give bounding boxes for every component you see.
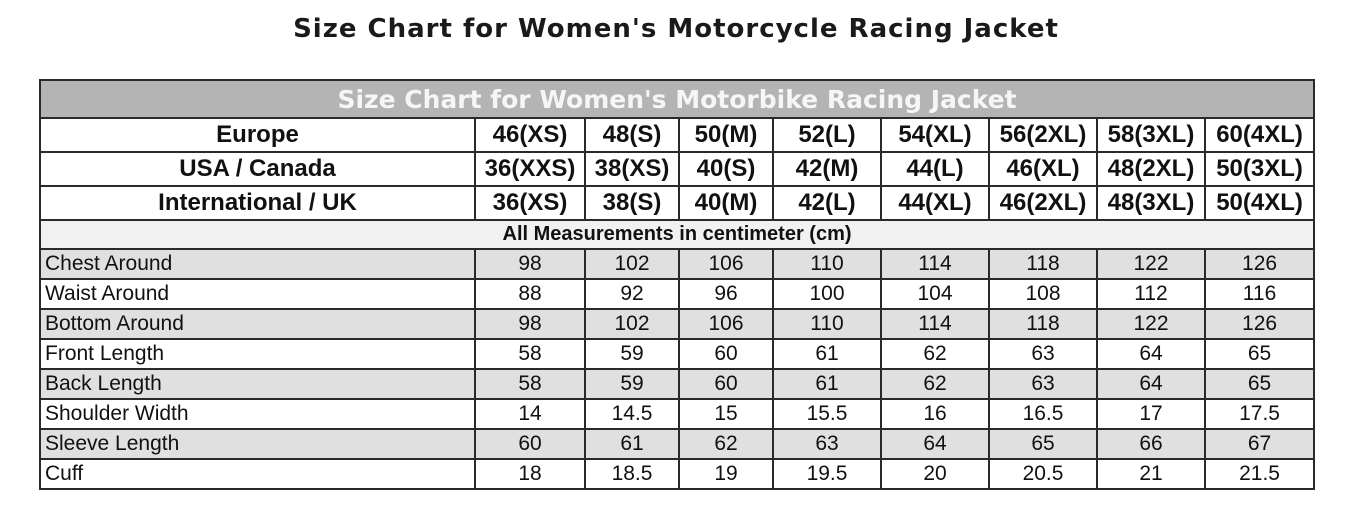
table-row xyxy=(40,249,1314,279)
table-row xyxy=(40,429,1314,459)
measurement-cell: 63 xyxy=(989,339,1097,369)
measurement-cell: 114 xyxy=(881,309,989,339)
measurement-label: Front Length xyxy=(40,339,475,369)
measurement-cell: 67 xyxy=(1205,429,1314,459)
measurement-cell: 102 xyxy=(585,249,679,279)
measurement-cell: 64 xyxy=(881,429,989,459)
measurement-cell: 21 xyxy=(1097,459,1205,489)
size-cell: 58(3XL) xyxy=(1097,118,1205,152)
measurement-cell: 104 xyxy=(881,279,989,309)
measurement-cell: 62 xyxy=(881,339,989,369)
measurement-cell: 106 xyxy=(679,309,773,339)
size-cell: 42(M) xyxy=(773,152,881,186)
size-cell: 48(3XL) xyxy=(1097,186,1205,220)
size-cell: 50(M) xyxy=(679,118,773,152)
measurement-label: Bottom Around xyxy=(40,309,475,339)
measurement-cell: 65 xyxy=(1205,339,1314,369)
measurement-cell: 15.5 xyxy=(773,399,881,429)
measurement-cell: 16.5 xyxy=(989,399,1097,429)
measurement-label: Back Length xyxy=(40,369,475,399)
size-cell: 38(S) xyxy=(585,186,679,220)
size-cell: 50(3XL) xyxy=(1205,152,1314,186)
measurement-cell: 100 xyxy=(773,279,881,309)
size-cell: 44(L) xyxy=(881,152,989,186)
measurement-cell: 61 xyxy=(773,369,881,399)
measurement-cell: 15 xyxy=(679,399,773,429)
size-row-label: Europe xyxy=(40,118,475,152)
measurement-cell: 102 xyxy=(585,309,679,339)
table-banner: Size Chart for Women's Motorbike Racing Jacket xyxy=(40,80,1314,118)
measurement-cell: 58 xyxy=(475,369,585,399)
size-cell: 40(S) xyxy=(679,152,773,186)
measurement-cell: 60 xyxy=(475,429,585,459)
measurement-cell: 14 xyxy=(475,399,585,429)
measurement-cell: 60 xyxy=(679,339,773,369)
measurement-cell: 110 xyxy=(773,249,881,279)
measurement-cell: 98 xyxy=(475,309,585,339)
measurement-cell: 88 xyxy=(475,279,585,309)
size-row xyxy=(40,152,1314,186)
size-cell: 44(XL) xyxy=(881,186,989,220)
table-row xyxy=(40,339,1314,369)
measurement-label: Waist Around xyxy=(40,279,475,309)
measurement-label: Cuff xyxy=(40,459,475,489)
measurement-cell: 98 xyxy=(475,249,585,279)
size-cell: 48(S) xyxy=(585,118,679,152)
size-row xyxy=(40,186,1314,220)
size-cell: 42(L) xyxy=(773,186,881,220)
table-row xyxy=(40,369,1314,399)
measurement-cell: 20.5 xyxy=(989,459,1097,489)
measurement-cell: 126 xyxy=(1205,309,1314,339)
size-cell: 46(XS) xyxy=(475,118,585,152)
measurement-cell: 106 xyxy=(679,249,773,279)
unit-note-row xyxy=(40,220,1314,249)
size-cell: 56(2XL) xyxy=(989,118,1097,152)
size-chart-table xyxy=(39,79,1315,490)
measurement-cell: 60 xyxy=(679,369,773,399)
size-row xyxy=(40,118,1314,152)
measurement-label: Chest Around xyxy=(40,249,475,279)
measurement-cell: 62 xyxy=(679,429,773,459)
measurement-cell: 21.5 xyxy=(1205,459,1314,489)
table-row xyxy=(40,459,1314,489)
measurement-cell: 62 xyxy=(881,369,989,399)
measurement-cell: 17 xyxy=(1097,399,1205,429)
measurement-cell: 14.5 xyxy=(585,399,679,429)
measurement-cell: 114 xyxy=(881,249,989,279)
measurement-cell: 18.5 xyxy=(585,459,679,489)
measurement-cell: 18 xyxy=(475,459,585,489)
table-row xyxy=(40,309,1314,339)
measurement-cell: 19 xyxy=(679,459,773,489)
size-cell: 50(4XL) xyxy=(1205,186,1314,220)
size-cell: 48(2XL) xyxy=(1097,152,1205,186)
measurement-label: Shoulder Width xyxy=(40,399,475,429)
measurement-cell: 61 xyxy=(585,429,679,459)
measurement-label: Sleeve Length xyxy=(40,429,475,459)
size-row-label: International / UK xyxy=(40,186,475,220)
size-chart-body xyxy=(40,80,1314,489)
measurement-cell: 96 xyxy=(679,279,773,309)
table-row xyxy=(40,399,1314,429)
size-cell: 46(2XL) xyxy=(989,186,1097,220)
measurement-cell: 65 xyxy=(989,429,1097,459)
size-cell: 40(M) xyxy=(679,186,773,220)
measurement-cell: 116 xyxy=(1205,279,1314,309)
size-cell: 46(XL) xyxy=(989,152,1097,186)
measurement-cell: 92 xyxy=(585,279,679,309)
size-cell: 36(XXS) xyxy=(475,152,585,186)
measurement-cell: 16 xyxy=(881,399,989,429)
measurement-cell: 63 xyxy=(989,369,1097,399)
unit-note: All Measurements in centimeter (cm) xyxy=(40,220,1314,249)
size-cell: 52(L) xyxy=(773,118,881,152)
measurement-cell: 59 xyxy=(585,369,679,399)
measurement-cell: 58 xyxy=(475,339,585,369)
measurement-cell: 118 xyxy=(989,309,1097,339)
size-cell: 36(XS) xyxy=(475,186,585,220)
measurement-cell: 19.5 xyxy=(773,459,881,489)
measurement-cell: 108 xyxy=(989,279,1097,309)
measurement-cell: 61 xyxy=(773,339,881,369)
measurement-cell: 64 xyxy=(1097,339,1205,369)
size-cell: 54(XL) xyxy=(881,118,989,152)
measurement-cell: 20 xyxy=(881,459,989,489)
table-banner-row xyxy=(40,80,1314,118)
page-title: Size Chart for Women's Motorcycle Racing Jacket xyxy=(293,14,1059,44)
measurement-cell: 122 xyxy=(1097,249,1205,279)
measurement-cell: 118 xyxy=(989,249,1097,279)
measurement-cell: 122 xyxy=(1097,309,1205,339)
measurement-cell: 65 xyxy=(1205,369,1314,399)
size-cell: 60(4XL) xyxy=(1205,118,1314,152)
measurement-cell: 110 xyxy=(773,309,881,339)
measurement-cell: 63 xyxy=(773,429,881,459)
size-cell: 38(XS) xyxy=(585,152,679,186)
measurement-cell: 112 xyxy=(1097,279,1205,309)
measurement-cell: 59 xyxy=(585,339,679,369)
measurement-cell: 64 xyxy=(1097,369,1205,399)
table-row xyxy=(40,279,1314,309)
measurement-cell: 126 xyxy=(1205,249,1314,279)
size-row-label: USA / Canada xyxy=(40,152,475,186)
measurement-cell: 17.5 xyxy=(1205,399,1314,429)
measurement-cell: 66 xyxy=(1097,429,1205,459)
